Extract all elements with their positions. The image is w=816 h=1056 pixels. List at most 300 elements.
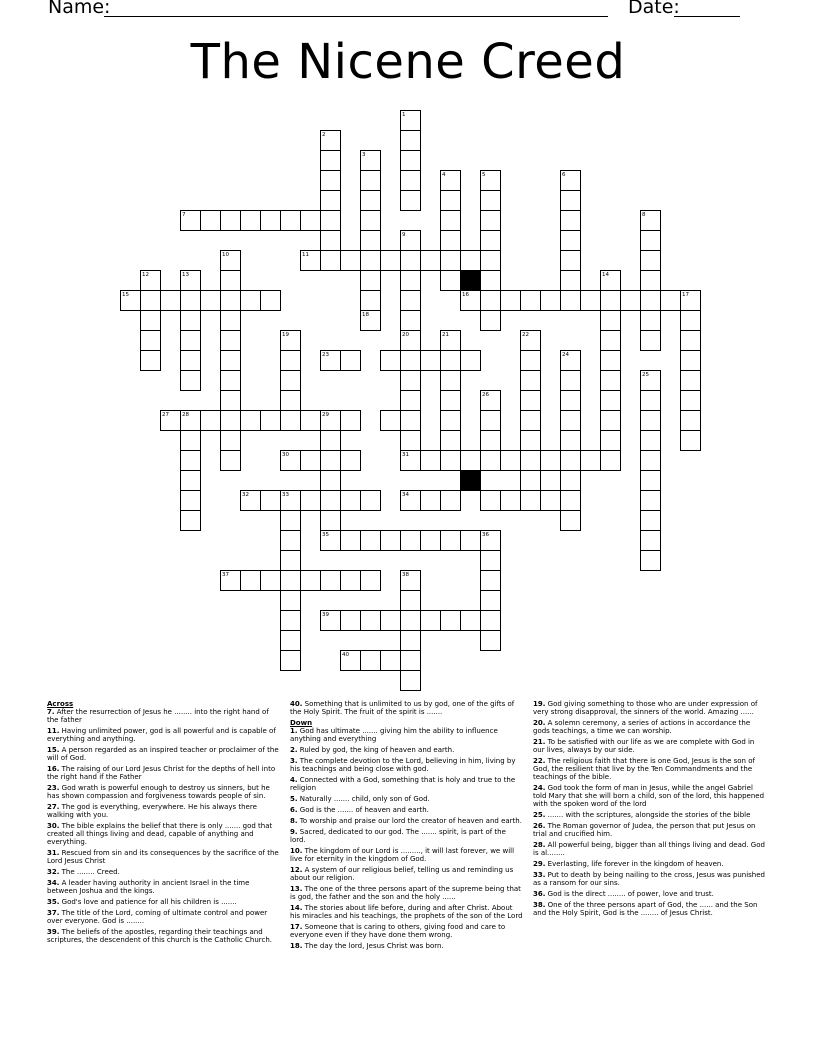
grid-cell[interactable] — [480, 390, 501, 411]
grid-cell[interactable] — [400, 450, 421, 471]
down-clue — [533, 757, 766, 781]
grid-cell[interactable] — [220, 430, 241, 451]
grid-cell[interactable] — [560, 190, 581, 211]
grid-cell[interactable] — [460, 610, 481, 631]
grid-cell[interactable] — [220, 570, 241, 591]
grid-cell[interactable] — [220, 350, 241, 371]
clue-number: 30. — [47, 822, 60, 830]
grid-cell[interactable] — [380, 410, 401, 431]
grid-cell[interactable] — [480, 310, 501, 331]
grid-cell[interactable] — [600, 430, 621, 451]
grid-cell[interactable] — [280, 530, 301, 551]
grid-cell[interactable] — [320, 490, 341, 511]
grid-cell[interactable] — [600, 350, 621, 371]
across-clue — [47, 765, 280, 781]
grid-cell[interactable] — [240, 490, 261, 511]
grid-cell[interactable] — [480, 550, 501, 571]
grid-cell[interactable] — [420, 610, 441, 631]
grid-cell[interactable] — [260, 490, 281, 511]
grid-cell[interactable] — [440, 170, 461, 191]
clue-text: The one of the three persons apart of the supreme being that is god, the father and the son and the holy ...... — [290, 885, 521, 901]
grid-cell[interactable] — [620, 290, 641, 311]
grid-cell[interactable] — [480, 270, 501, 291]
across-clue — [47, 822, 280, 846]
down-clue — [533, 841, 766, 857]
grid-cell[interactable] — [600, 290, 621, 311]
grid-cell[interactable] — [560, 430, 581, 451]
grid-cell[interactable] — [600, 450, 621, 471]
grid-cell[interactable] — [680, 350, 701, 371]
grid-cell[interactable] — [640, 550, 661, 571]
down-clue — [533, 890, 766, 898]
grid-cell[interactable] — [680, 310, 701, 331]
grid-cell[interactable] — [400, 170, 421, 191]
grid-cell[interactable] — [400, 390, 421, 411]
grid-cell[interactable] — [320, 230, 341, 251]
grid-cell[interactable] — [460, 450, 481, 471]
grid-cell[interactable] — [480, 250, 501, 271]
grid-cell[interactable] — [140, 290, 161, 311]
grid-cell[interactable] — [360, 290, 381, 311]
grid-cell[interactable] — [400, 650, 421, 671]
grid-cell[interactable] — [300, 490, 321, 511]
grid-block — [460, 470, 481, 491]
grid-cell[interactable] — [640, 310, 661, 331]
grid-cell[interactable] — [140, 270, 161, 291]
grid-cell[interactable] — [320, 130, 341, 151]
grid-cell[interactable] — [480, 590, 501, 611]
grid-cell[interactable] — [280, 370, 301, 391]
grid-cell[interactable] — [380, 250, 401, 271]
grid-cell[interactable] — [440, 610, 461, 631]
grid-cell[interactable] — [520, 470, 541, 491]
grid-cell[interactable] — [340, 570, 361, 591]
grid-cell[interactable] — [180, 270, 201, 291]
grid-cell[interactable] — [560, 410, 581, 431]
grid-cell[interactable] — [680, 390, 701, 411]
grid-cell[interactable] — [360, 270, 381, 291]
grid-cell[interactable] — [540, 290, 561, 311]
clue-number: 25 — [642, 372, 649, 378]
grid-cell[interactable] — [320, 530, 341, 551]
clue-number: 28. — [533, 841, 546, 849]
grid-cell[interactable] — [640, 510, 661, 531]
grid-cell[interactable] — [280, 410, 301, 431]
grid-cell[interactable] — [580, 450, 601, 471]
grid-cell[interactable] — [360, 310, 381, 331]
grid-cell[interactable] — [400, 130, 421, 151]
grid-cell[interactable] — [360, 250, 381, 271]
grid-cell[interactable] — [340, 610, 361, 631]
grid-cell[interactable] — [400, 150, 421, 171]
grid-cell[interactable] — [440, 430, 461, 451]
grid-cell[interactable] — [400, 370, 421, 391]
grid-cell[interactable] — [440, 450, 461, 471]
grid-cell[interactable] — [640, 450, 661, 471]
grid-cell[interactable] — [420, 450, 441, 471]
grid-cell[interactable] — [680, 290, 701, 311]
grid-cell[interactable] — [480, 530, 501, 551]
grid-cell[interactable] — [220, 370, 241, 391]
grid-cell[interactable] — [400, 310, 421, 331]
grid-cell[interactable] — [320, 470, 341, 491]
clue-number: 4. — [290, 776, 298, 784]
grid-cell[interactable] — [280, 330, 301, 351]
grid-cell[interactable] — [160, 290, 181, 311]
grid-cell[interactable] — [280, 210, 301, 231]
grid-cell[interactable] — [560, 370, 581, 391]
grid-cell[interactable] — [520, 490, 541, 511]
grid-cell[interactable] — [520, 370, 541, 391]
grid-cell[interactable] — [260, 410, 281, 431]
grid-cell[interactable] — [400, 430, 421, 451]
clue-number: 13. — [290, 885, 303, 893]
clue-number: 21 — [442, 332, 449, 338]
clue-text: Ruled by god, the king of heaven and earth. — [299, 746, 455, 754]
grid-cell[interactable] — [480, 230, 501, 251]
name-line[interactable] — [104, 16, 608, 17]
grid-cell[interactable] — [520, 430, 541, 451]
grid-cell[interactable] — [180, 350, 201, 371]
grid-cell[interactable] — [440, 390, 461, 411]
grid-cell[interactable] — [280, 350, 301, 371]
grid-cell[interactable] — [340, 350, 361, 371]
grid-cell[interactable] — [180, 210, 201, 231]
grid-cell[interactable] — [640, 470, 661, 491]
grid-cell[interactable] — [400, 610, 421, 631]
grid-cell[interactable] — [360, 530, 381, 551]
grid-cell[interactable] — [500, 450, 521, 471]
grid-cell[interactable] — [680, 410, 701, 431]
grid-cell[interactable] — [520, 410, 541, 431]
grid-cell[interactable] — [160, 410, 181, 431]
grid-cell[interactable] — [180, 510, 201, 531]
grid-cell[interactable] — [320, 570, 341, 591]
grid-cell[interactable] — [220, 390, 241, 411]
grid-cell[interactable] — [140, 310, 161, 331]
grid-cell[interactable] — [340, 410, 361, 431]
grid-cell[interactable] — [180, 330, 201, 351]
grid-cell[interactable] — [640, 330, 661, 351]
grid-cell[interactable] — [380, 650, 401, 671]
grid-cell[interactable] — [120, 290, 141, 311]
grid-cell[interactable] — [560, 390, 581, 411]
grid-cell[interactable] — [320, 250, 341, 271]
grid-cell[interactable] — [560, 270, 581, 291]
grid-cell[interactable] — [360, 570, 381, 591]
grid-cell[interactable] — [560, 490, 581, 511]
grid-cell[interactable] — [440, 490, 461, 511]
grid-cell[interactable] — [180, 310, 201, 331]
grid-cell[interactable] — [440, 350, 461, 371]
grid-cell[interactable] — [320, 190, 341, 211]
grid-cell[interactable] — [300, 250, 321, 271]
down-clue — [290, 923, 523, 939]
grid-cell[interactable] — [180, 470, 201, 491]
date-line[interactable] — [674, 16, 740, 17]
grid-cell[interactable] — [480, 450, 501, 471]
down-clue — [533, 871, 766, 887]
grid-cell[interactable] — [440, 530, 461, 551]
grid-cell[interactable] — [560, 450, 581, 471]
grid-cell[interactable] — [220, 250, 241, 271]
across-clue — [47, 849, 280, 865]
grid-cell[interactable] — [560, 250, 581, 271]
grid-cell[interactable] — [640, 390, 661, 411]
grid-cell[interactable] — [520, 390, 541, 411]
grid-cell[interactable] — [280, 510, 301, 531]
clue-text: ....... with the scriptures, alongside the stories of the bible — [547, 811, 751, 819]
grid-cell[interactable] — [460, 250, 481, 271]
grid-cell[interactable] — [320, 210, 341, 231]
grid-cell[interactable] — [480, 610, 501, 631]
grid-cell[interactable] — [560, 510, 581, 531]
grid-cell[interactable] — [140, 350, 161, 371]
grid-cell[interactable] — [400, 630, 421, 651]
grid-cell[interactable] — [520, 450, 541, 471]
clue-number: 6 — [562, 172, 566, 178]
grid-cell[interactable] — [680, 370, 701, 391]
grid-cell[interactable] — [400, 290, 421, 311]
grid-cell[interactable] — [340, 250, 361, 271]
clue-number: 11. — [47, 727, 60, 735]
clue-text: The religious faith that there is one God, Jesus is the son of God, the resilient that live by the Ten Commandments and the teachings of the bible. — [533, 757, 755, 781]
grid-cell[interactable] — [300, 410, 321, 431]
grid-cell[interactable] — [400, 190, 421, 211]
grid-cell[interactable] — [320, 410, 341, 431]
grid-cell[interactable] — [480, 190, 501, 211]
grid-cell[interactable] — [260, 210, 281, 231]
grid-cell[interactable] — [200, 210, 221, 231]
grid-cell[interactable] — [420, 350, 441, 371]
grid-cell[interactable] — [140, 330, 161, 351]
grid-cell[interactable] — [240, 210, 261, 231]
grid-cell[interactable] — [560, 470, 581, 491]
grid-cell[interactable] — [640, 410, 661, 431]
grid-cell[interactable] — [240, 570, 261, 591]
grid-cell[interactable] — [180, 410, 201, 431]
grid-cell[interactable] — [500, 490, 521, 511]
grid-cell[interactable] — [180, 430, 201, 451]
grid-cell[interactable] — [400, 530, 421, 551]
grid-cell[interactable] — [240, 410, 261, 431]
grid-cell[interactable] — [480, 410, 501, 431]
clue-text: God has ultimate ....... giving him the ability to influence anything and everything — [290, 727, 498, 743]
grid-cell[interactable] — [560, 290, 581, 311]
grid-cell[interactable] — [220, 450, 241, 471]
grid-cell[interactable] — [360, 150, 381, 171]
grid-cell[interactable] — [280, 450, 301, 471]
grid-cell[interactable] — [320, 610, 341, 631]
clue-number: 26. — [533, 822, 546, 830]
grid-cell[interactable] — [640, 230, 661, 251]
grid-cell[interactable] — [560, 210, 581, 231]
grid-cell[interactable] — [600, 310, 621, 331]
grid-cell[interactable] — [420, 490, 441, 511]
grid-cell[interactable] — [480, 290, 501, 311]
grid-cell[interactable] — [560, 170, 581, 191]
grid-cell[interactable] — [680, 430, 701, 451]
grid-cell[interactable] — [560, 350, 581, 371]
grid-cell[interactable] — [440, 370, 461, 391]
grid-cell[interactable] — [200, 290, 221, 311]
grid-cell[interactable] — [600, 370, 621, 391]
grid-cell[interactable] — [480, 430, 501, 451]
grid-cell[interactable] — [480, 170, 501, 191]
clue-number: 18. — [290, 942, 303, 950]
grid-cell[interactable] — [400, 590, 421, 611]
clue-text: The beliefs of the apostles, regarding their teachings and scriptures, the descendent of this church is the Catholic Church. — [47, 928, 272, 944]
grid-cell[interactable] — [460, 290, 481, 311]
clue-number: 30 — [282, 452, 289, 458]
grid-cell[interactable] — [340, 450, 361, 471]
grid-cell[interactable] — [640, 490, 661, 511]
grid-cell[interactable] — [440, 270, 461, 291]
grid-cell[interactable] — [300, 570, 321, 591]
grid-cell[interactable] — [580, 290, 601, 311]
grid-cell[interactable] — [520, 330, 541, 351]
grid-cell[interactable] — [400, 490, 421, 511]
grid-cell[interactable] — [360, 490, 381, 511]
grid-cell[interactable] — [440, 410, 461, 431]
grid-cell[interactable] — [300, 450, 321, 471]
grid-cell[interactable] — [220, 290, 241, 311]
grid-cell[interactable] — [460, 530, 481, 551]
grid-cell[interactable] — [340, 490, 361, 511]
grid-cell[interactable] — [220, 310, 241, 331]
grid-cell[interactable] — [400, 330, 421, 351]
grid-cell[interactable] — [300, 210, 321, 231]
grid-cell[interactable] — [180, 290, 201, 311]
grid-cell[interactable] — [400, 350, 421, 371]
grid-cell[interactable] — [180, 370, 201, 391]
grid-cell[interactable] — [380, 350, 401, 371]
grid-cell[interactable] — [180, 450, 201, 471]
grid-cell[interactable] — [260, 290, 281, 311]
clue-number: 20 — [402, 332, 409, 338]
grid-cell[interactable] — [340, 530, 361, 551]
grid-cell[interactable] — [280, 550, 301, 571]
grid-cell[interactable] — [480, 490, 501, 511]
grid-cell[interactable] — [640, 370, 661, 391]
grid-cell[interactable] — [280, 590, 301, 611]
grid-cell[interactable] — [280, 610, 301, 631]
grid-cell[interactable] — [260, 570, 281, 591]
across-clue — [47, 928, 280, 944]
grid-cell[interactable] — [280, 650, 301, 671]
grid-cell[interactable] — [480, 630, 501, 651]
grid-cell[interactable] — [460, 350, 481, 371]
grid-cell[interactable] — [600, 270, 621, 291]
grid-cell[interactable] — [440, 230, 461, 251]
grid-cell[interactable] — [540, 490, 561, 511]
grid-cell[interactable] — [220, 330, 241, 351]
grid-cell[interactable] — [320, 430, 341, 451]
grid-cell[interactable] — [380, 530, 401, 551]
grid-cell[interactable] — [440, 210, 461, 231]
grid-cell[interactable] — [400, 570, 421, 591]
clue-number: 14. — [290, 904, 303, 912]
grid-cell[interactable] — [440, 330, 461, 351]
grid-cell[interactable] — [280, 630, 301, 651]
clue-text: Everlasting, life forever in the kingdom of heaven. — [547, 860, 724, 868]
grid-cell[interactable] — [400, 230, 421, 251]
grid-cell[interactable] — [680, 330, 701, 351]
clue-number: 35 — [322, 532, 329, 538]
grid-cell[interactable] — [360, 170, 381, 191]
grid-cell[interactable] — [200, 410, 221, 431]
grid-cell[interactable] — [640, 210, 661, 231]
grid-cell[interactable] — [480, 570, 501, 591]
grid-cell[interactable] — [180, 490, 201, 511]
grid-cell[interactable] — [280, 390, 301, 411]
grid-cell[interactable] — [400, 670, 421, 691]
grid-cell[interactable] — [280, 570, 301, 591]
grid-cell[interactable] — [320, 450, 341, 471]
grid-cell[interactable] — [500, 290, 521, 311]
clue-number: 36 — [482, 532, 489, 538]
grid-cell[interactable] — [360, 190, 381, 211]
clue-text: The title of the Lord, coming of ultimate control and power over everyone. God is ........ — [47, 909, 268, 925]
grid-cell[interactable] — [360, 610, 381, 631]
grid-cell[interactable] — [640, 290, 661, 311]
grid-cell[interactable] — [640, 430, 661, 451]
grid-cell[interactable] — [220, 270, 241, 291]
grid-cell[interactable] — [220, 410, 241, 431]
clue-number: 7. — [47, 708, 55, 716]
grid-cell[interactable] — [280, 490, 301, 511]
grid-cell[interactable] — [560, 230, 581, 251]
grid-cell[interactable] — [360, 210, 381, 231]
grid-cell[interactable] — [360, 230, 381, 251]
grid-cell[interactable] — [440, 190, 461, 211]
grid-cell[interactable] — [600, 410, 621, 431]
down-clue — [290, 806, 523, 814]
clue-number: 4 — [442, 172, 446, 178]
grid-cell[interactable] — [600, 330, 621, 351]
grid-cell[interactable] — [600, 390, 621, 411]
grid-cell[interactable] — [360, 650, 381, 671]
grid-cell[interactable] — [520, 290, 541, 311]
grid-cell[interactable] — [320, 170, 341, 191]
grid-cell[interactable] — [320, 350, 341, 371]
grid-cell[interactable] — [220, 210, 241, 231]
grid-cell[interactable] — [420, 250, 441, 271]
grid-cell[interactable] — [540, 450, 561, 471]
down-clue — [533, 719, 766, 735]
grid-cell[interactable] — [420, 530, 441, 551]
grid-cell[interactable] — [520, 350, 541, 371]
grid-cell[interactable] — [400, 250, 421, 271]
grid-cell[interactable] — [440, 250, 461, 271]
grid-cell[interactable] — [400, 110, 421, 131]
grid-cell[interactable] — [320, 510, 341, 531]
grid-cell[interactable] — [640, 270, 661, 291]
grid-cell[interactable] — [320, 150, 341, 171]
grid-cell[interactable] — [240, 290, 261, 311]
grid-cell[interactable] — [400, 270, 421, 291]
grid-cell[interactable] — [480, 210, 501, 231]
grid-cell[interactable] — [640, 530, 661, 551]
down-clue — [290, 817, 523, 825]
grid-cell[interactable] — [380, 610, 401, 631]
grid-cell[interactable] — [660, 290, 681, 311]
grid-cell[interactable] — [640, 250, 661, 271]
across-clue — [290, 700, 523, 716]
grid-cell[interactable] — [400, 410, 421, 431]
clue-number: 17. — [290, 923, 303, 931]
grid-cell[interactable] — [340, 650, 361, 671]
